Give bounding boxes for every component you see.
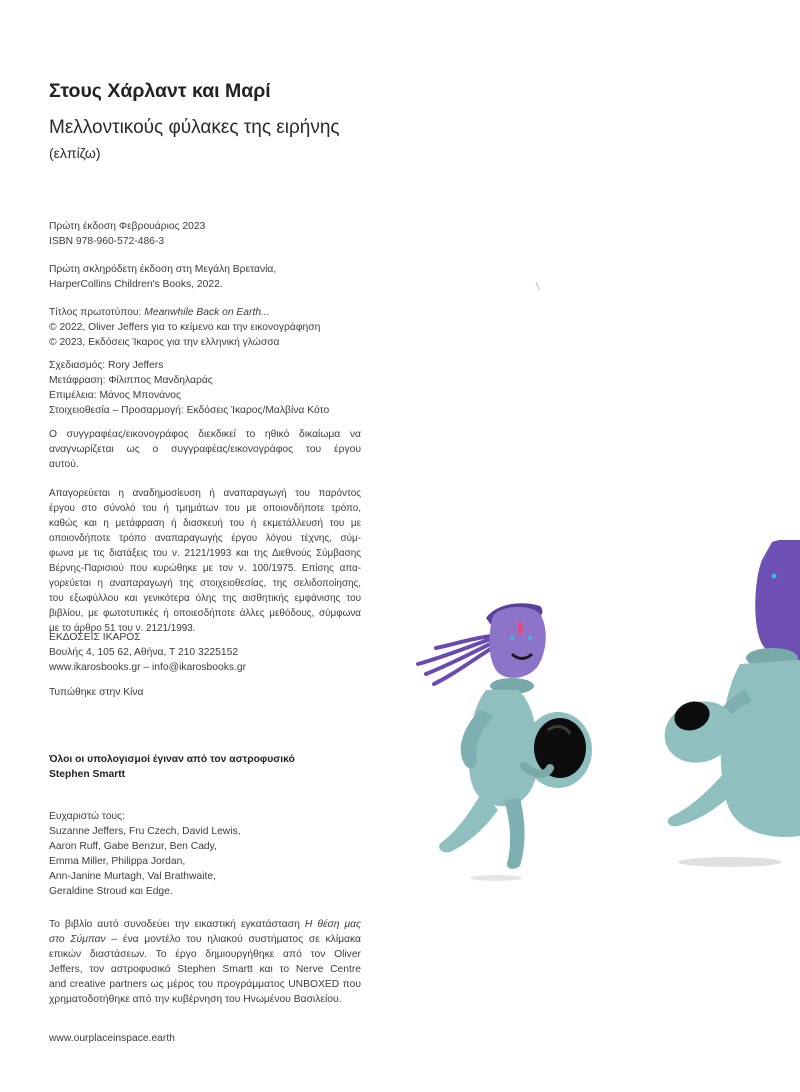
- printed-in: Τυπώθηκε στην Κίνα: [49, 687, 144, 698]
- credit-design: Σχεδιασμός: Rory Jeffers: [49, 360, 164, 371]
- dedication-name: Στους Χάρλαντ και Μαρί: [49, 80, 271, 102]
- publisher-web: www.ikarosbooks.gr – info@ikarosbooks.gr: [49, 662, 247, 673]
- leg: [439, 792, 498, 852]
- eye: [528, 636, 532, 640]
- credit-translation: Μετάφραση: Φίλιππος Μανδηλαράς: [49, 375, 213, 386]
- original-block: [49, 305, 369, 350]
- thanks-line: Geraldine Stroud και Edge.: [49, 886, 173, 897]
- thanks-line: Ann-Janine Murtagh, Val Brathwaite,: [49, 871, 216, 882]
- thanks-line: Aaron Ruff, Gabe Benzur, Ben Cady,: [49, 841, 217, 852]
- astronauts-illustration: [400, 540, 800, 900]
- installation-line: Jeffers, τον αστροφυσικό Stephen Smartt και το Nerve Centre: [49, 964, 361, 975]
- installation-title-b: στο Σύμπαν: [49, 934, 106, 945]
- copyright-publisher: © 2023, Εκδόσεις Ίκαρος για την ελληνική γλώσσα: [49, 337, 280, 348]
- leg: [504, 798, 525, 869]
- eye: [510, 636, 514, 640]
- moral-rights-line: Ο συγγραφέας/εικονογράφος διεκδικεί το ηθικό δικαίωμα να: [49, 429, 361, 440]
- legal-line: του εξωφύλλου και γενικότερα όλης της αισθητικής εμφάνισης του: [49, 593, 361, 604]
- hair: [418, 636, 492, 684]
- first-edition: Πρώτη έκδοση Φεβρουάριος 2023: [49, 221, 206, 232]
- eye: [772, 574, 777, 579]
- credit-typesetting: Στοιχειοθεσία – Προσαρμογή: Εκδόσεις Ίκαρος/Μαλβίνα Κότο: [49, 405, 330, 416]
- shadow: [470, 875, 522, 881]
- right-astronaut: [656, 540, 800, 837]
- thanks-heading: Ευχαριστώ τους:: [49, 811, 126, 822]
- installation-line: and creative partners ως μέρος του προγράμματος UNBOXED που: [49, 979, 361, 990]
- installation-line: Το βιβλίο αυτό συνοδεύει την εικαστική εγκατάσταση Η θέση μας: [49, 919, 362, 930]
- credits-block: [49, 358, 369, 418]
- installation-line: επικών διαστάσεων. Το έργο δημιουργήθηκε από τον Oliver: [49, 949, 361, 960]
- installation-title-a: Η θέση μας: [304, 919, 362, 930]
- torso: [721, 660, 800, 837]
- head: [755, 540, 800, 661]
- installation-line: χρηματοδοτήθηκε από την κυβέρνηση του Ηνωμένου Βασιλείου.: [49, 994, 342, 1005]
- dedication-line: Μελλοντικούς φύλακες της ειρήνης: [49, 117, 340, 138]
- legal-line: έργου στο σύνολό του ή τμημάτων του με οποιονδήποτε τρόπο,: [49, 503, 361, 514]
- calculations-line: Όλοι οι υπολογισμοί έγιναν από τον αστροφυσικό: [49, 754, 295, 765]
- moral-rights-block: [49, 427, 361, 472]
- isbn: ISBN 978-960-572-486-3: [49, 236, 165, 247]
- left-astronaut: [418, 603, 592, 869]
- nose: [518, 622, 523, 634]
- hardcover-line-2: HarperCollins Children's Books, 2022.: [49, 279, 223, 290]
- head: [489, 607, 545, 678]
- legal-line: Βέρνης-Παρισιού που κυρώθηκε με τον ν. 100/1975. Επίσης απα-: [49, 563, 361, 574]
- original-title: Meanwhile Back on Earth...: [144, 307, 270, 318]
- publisher-block: [49, 630, 369, 675]
- credit-editing: Επιμέλεια: Μάνος Μπονάνος: [49, 390, 181, 401]
- moral-rights-line: αναγνωρίζεται ως ο συγγραφέας/εικονογράφος του έργου: [49, 444, 361, 455]
- thanks-block: [49, 809, 369, 899]
- calculations-block: [49, 752, 369, 782]
- installation-block: [49, 917, 361, 1007]
- legal-line: οποιονδήποτε τρόπο αναπαραγωγής έργου λόγου τέχνης, σύμ-: [49, 533, 361, 544]
- hardcover-block: [49, 262, 369, 292]
- website: www.ourplaceinspace.earth: [49, 1033, 175, 1044]
- legal-block: [49, 486, 361, 636]
- dedication-note: (ελπίζω): [49, 145, 101, 161]
- publisher-name: ΕΚΔΟΣΕΙΣ ΙΚΑΡΟΣ: [49, 632, 141, 643]
- moral-rights-line: αυτού.: [49, 459, 79, 470]
- legal-line: φωνα με τις διατάξεις του ν. 2121/1993 και της Διεθνούς Σύμβασης: [49, 548, 361, 559]
- original-title-label: Τίτλος πρωτοτύπου:: [49, 307, 145, 318]
- legal-line: γορεύεται η αναπαραγωγή της στοιχειοθεσίας, της σελιδοποίησης,: [49, 578, 361, 589]
- copyright-author: © 2022, Oliver Jeffers για το κείμενο και την εικονογράφηση: [49, 322, 321, 333]
- shadow: [678, 857, 782, 867]
- leg: [668, 766, 740, 826]
- original-title-line: [49, 305, 369, 320]
- legal-line: καθώς και η μετάφραση ή διασκευή του ή εκμετάλλευσή του με: [49, 518, 361, 529]
- legal-line: με το άρθρο 51 του ν. 2121/1993.: [49, 623, 196, 634]
- thanks-line: Emma Miller, Philippa Jordan,: [49, 856, 186, 867]
- edition-block: [49, 219, 369, 249]
- installation-line: στο Σύμπαν – ένα μοντέλο του ηλιακού συστήματος σε κλίμακα: [49, 934, 361, 945]
- legal-line: Απαγορεύεται η αναδημοσίευση ή αναπαραγωγή του παρόντος: [49, 488, 361, 499]
- legal-line: βιβλίου, με φωτοτυπικές ή οποιεσδήποτε άλλες μεθόδους, σύμφωνα: [49, 608, 361, 619]
- publisher-address: Βουλής 4, 105 62, Αθήνα, Τ 210 3225152: [49, 647, 239, 658]
- thanks-line: Suzanne Jeffers, Fru Czech, David Lewis,: [49, 826, 241, 837]
- hardcover-line-1: Πρώτη σκληρόδετη έκδοση στη Μεγάλη Βρετανία,: [49, 264, 277, 275]
- calculations-name: Stephen Smartt: [49, 769, 126, 780]
